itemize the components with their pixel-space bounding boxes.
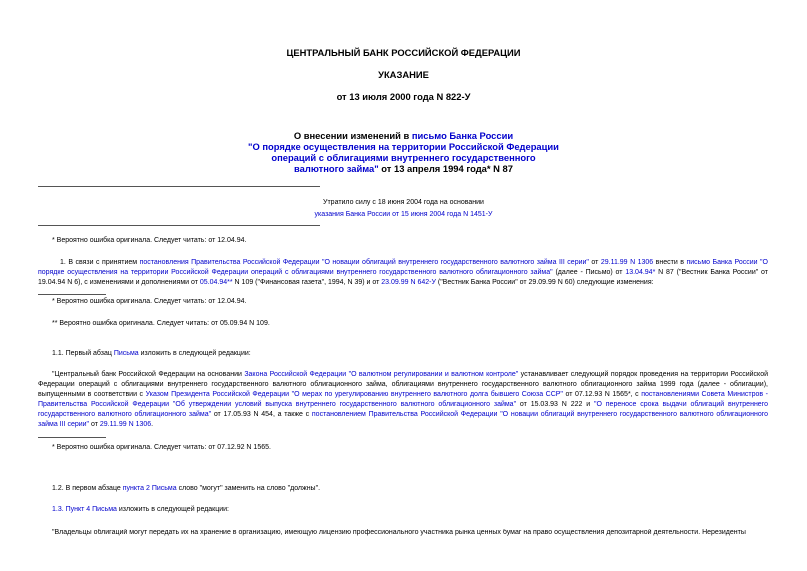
document-type: УКАЗАНИЕ: [378, 69, 429, 80]
link-clause[interactable]: пункта 2 Письма: [122, 485, 177, 492]
footnote: * Вероятно ошибка оригинала. Следует читать: от 12.04.94.: [52, 237, 247, 244]
title-line-4: валютного займа" от 13 апреля 1994 года* N 87: [294, 163, 513, 174]
footnote: * Вероятно ошибка оригинала. Следует читать: от 07.12.92 N 1565.: [52, 444, 271, 451]
paragraph-1: 1. В связи с принятием постановления Правительства Российской Федерации "О новации облигаций внутреннего государственного валютного займа III серии" от 29.11.99 N 1306 внести в письмо Банка России "О порядке осуществления на территории Российской Федерации операций с облигациями внутреннего государственного валютного облигационного займа" (далее - Письмо) от 13.04.94* N 87 ("Вестник Банка России" от 19.04.94 N 6), с изменениями и дополнениями от 05.04.94** N 109 ("Финансовая газета", 1994, N 39) и от 23.09.99 N 642-У ("Вестник Банка России" от 29.09.99 N 60) следующие изменения:: [38, 259, 768, 286]
link-date[interactable]: 13.04.94*: [625, 269, 656, 276]
last-paragraph: "Владельцы облигаций могут передать их на хранение в организацию, имеющую лицензию профессионального участника рынка ценных бумаг на право осуществления депозитарной деятельности. Нерезиденты: [52, 529, 746, 536]
divider: [38, 437, 106, 438]
divider: [38, 186, 320, 187]
divider: [38, 294, 106, 295]
title-line-2[interactable]: "О порядке осуществления на территории Российской Федерации: [248, 141, 559, 152]
footnote: ** Вероятно ошибка оригинала. Следует читать: от 05.09.94 N 109.: [52, 320, 270, 327]
link-instruction[interactable]: 23.09.99 N 642-У: [381, 279, 436, 286]
title-link-loan[interactable]: валютного займа": [294, 163, 379, 174]
title-line-1: О внесении изменений в письмо Банка России: [293, 130, 514, 141]
link-clause[interactable]: 1.3. Пункт 4 Письма: [52, 506, 117, 513]
paragraph-1-3: 1.3. Пункт 4 Письма изложить в следующей редакции:: [52, 506, 230, 513]
link-government-decree[interactable]: постановлением Правительства Российской Федерации "О новации облигаций внутреннего государственного валютного облигационного займа III серии": [38, 411, 769, 428]
link-council-decree[interactable]: постановлениями Совета Министров - Правительства Российской Федерации "Об утверждении условий выпуска внутреннего государственного валютного облигационного займа": [38, 391, 768, 408]
paragraph-1-1: 1.1. Первый абзац Письма изложить в следующей редакции:: [52, 350, 251, 357]
link-date[interactable]: 29.11.99 N 1306: [600, 259, 654, 266]
title-link-letter[interactable]: письмо Банка России: [411, 130, 514, 141]
link-law[interactable]: Закона Российской Федерации "О валютном регулировании и валютном контроле": [244, 371, 519, 378]
quoted-paragraph: "Центральный банк Российской Федерации на основании Закона Российской Федерации "О валютном регулировании и валютном контроле" устанавливает следующий порядок проведения на территории Российской Федерации операций с облигациями внутреннего государственного валютного облигационного займа, облигациями внутреннего государственного валютного облигационного займа 1999 года (далее - облигации), выпущенными в соответствии с Указом Президента Российской Федерации "О мерах по урегулированию внутреннего валютного долга бывшего Союза ССР" от 07.12.93 N 1565*, с постановлениями Совета Министров - Правительства Российской Федерации "Об утверждении условий выпуска внутреннего государственного валютного облигационного займа" от 15.03.93 N 222 и "О переносе срока выдачи облигаций внутреннего государственного валютного облигационного займа" от 17.05.93 N 454, а также с постановлением Правительства Российской Федерации "О новации облигаций внутреннего государственного валютного облигационного займа III серии" от 29.11.99 N 1306.: [38, 371, 769, 428]
footnote: * Вероятно ошибка оригинала. Следует читать: от 12.04.94.: [52, 298, 247, 305]
paragraph-1-2: 1.2. В первом абзаце пункта 2 Письма слово "могут" заменить на слово "должны".: [52, 485, 321, 492]
link-letter[interactable]: письмо Банка России "О порядке осуществления на территории Российской Федерации операций с облигациями внутреннего государственного валютного облигационного займа": [38, 259, 768, 276]
link-presidential-decree[interactable]: Указом Президента Российской Федерации "О мерах по урегулированию внутреннего валютного долга бывшего Союза ССР": [145, 391, 563, 398]
document-date-number: от 13 июля 2000 года N 822-У: [336, 91, 471, 102]
link-letter[interactable]: Письма: [113, 350, 139, 357]
divider: [38, 225, 320, 226]
status-line-1: Утратило силу с 18 июня 2004 года на основании: [323, 199, 484, 206]
title-line-3[interactable]: операций с облигациями внутреннего государственного: [271, 152, 536, 163]
link-date[interactable]: 29.11.99 N 1306: [99, 421, 152, 428]
link-date[interactable]: 05.04.94**: [199, 279, 233, 286]
link-decree-2[interactable]: "О переносе срока выдачи облигаций внутреннего государственного валютного облигационного займа": [38, 401, 768, 418]
status-link[interactable]: указания Банка России от 15 июня 2004 года N 1451-У: [314, 211, 493, 218]
link-decree[interactable]: постановления Правительства Российской Федерации "О новации облигаций внутреннего государственного валютного займа III серии": [139, 259, 589, 266]
issuer-heading: ЦЕНТРАЛЬНЫЙ БАНК РОССИЙСКОЙ ФЕДЕРАЦИИ: [286, 47, 521, 58]
